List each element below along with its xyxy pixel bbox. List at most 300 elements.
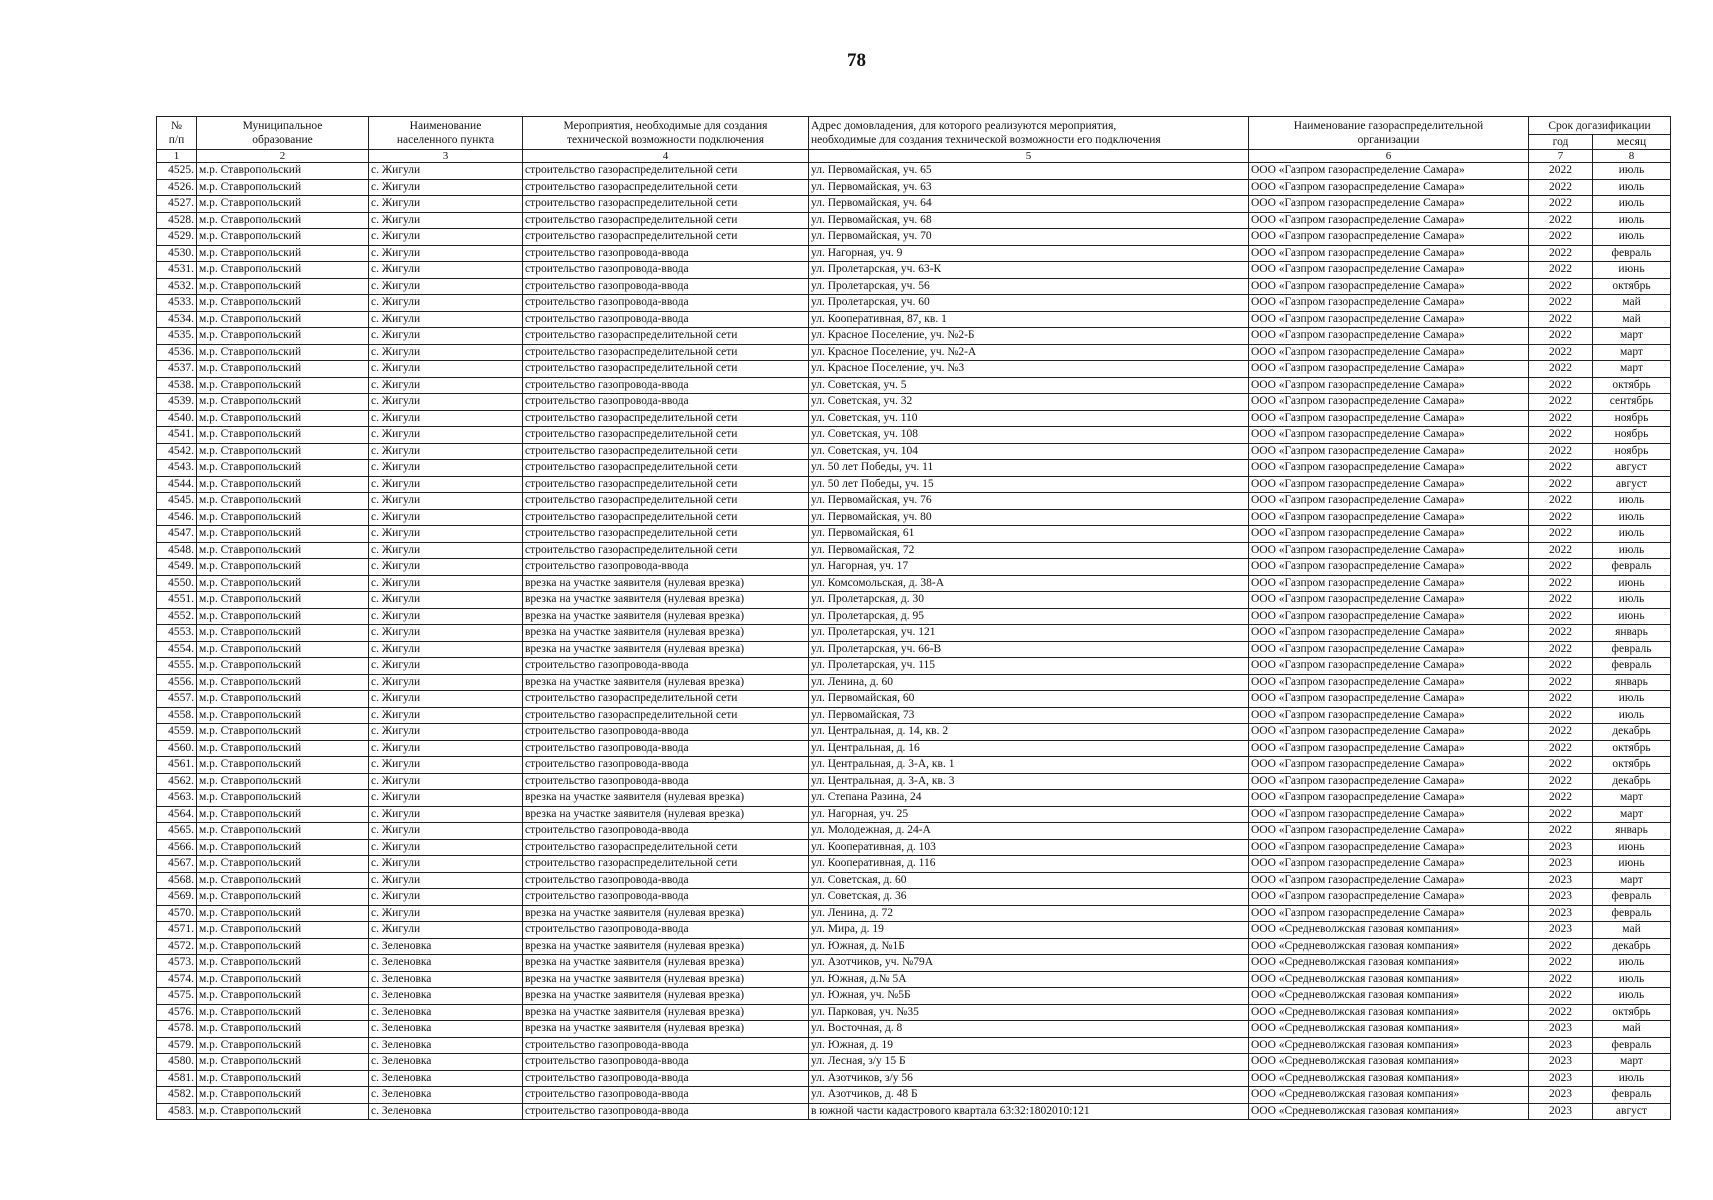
address-cell: в южной части кадастрового квартала 63:32:1802010:121 [809,1103,1249,1120]
table-row [157,872,1671,889]
municipality-cell: м.р. Ставропольский [197,1070,369,1087]
measure-cell: строительство газопровода-ввода [523,724,809,741]
month-cell: январь [1593,674,1671,691]
measure-cell: строительство газопровода-ввода [523,773,809,790]
address-cell: ул. Пролетарская, д. 30 [809,592,1249,609]
municipality-cell: м.р. Ставропольский [197,509,369,526]
row-number: 4534. [157,311,197,328]
measure-cell: строительство газораспределительной сети [523,427,809,444]
row-number: 4545. [157,493,197,510]
row-number: 4552. [157,608,197,625]
organization-cell: ООО «Газпром газораспределение Самара» [1249,377,1529,394]
settlement-cell: с. Жигули [369,295,523,312]
municipality-cell: м.р. Ставропольский [197,377,369,394]
municipality-cell: м.р. Ставропольский [197,823,369,840]
measure-cell: строительство газопровода-ввода [523,245,809,262]
organization-cell: ООО «Газпром газораспределение Самара» [1249,344,1529,361]
month-cell: февраль [1593,889,1671,906]
municipality-cell: м.р. Ставропольский [197,476,369,493]
municipality-cell: м.р. Ставропольский [197,427,369,444]
municipality-cell: м.р. Ставропольский [197,493,369,510]
row-number: 4553. [157,625,197,642]
row-number: 4542. [157,443,197,460]
row-number: 4572. [157,938,197,955]
municipality-cell: м.р. Ставропольский [197,295,369,312]
measure-cell: строительство газопровода-ввода [523,295,809,312]
year-cell: 2022 [1529,179,1593,196]
header-measures: Мероприятия, необходимые для создания технической возможности подключения [523,117,809,150]
settlement-cell: с. Зеленовка [369,1021,523,1038]
year-cell: 2022 [1529,493,1593,510]
month-cell: май [1593,922,1671,939]
row-number: 4556. [157,674,197,691]
row-number: 4530. [157,245,197,262]
organization-cell: ООО «Средневолжская газовая компания» [1249,922,1529,939]
organization-cell: ООО «Газпром газораспределение Самара» [1249,773,1529,790]
municipality-cell: м.р. Ставропольский [197,1021,369,1038]
measure-cell: строительство газопровода-ввода [523,1087,809,1104]
address-cell: ул. Нагорная, уч. 17 [809,559,1249,576]
column-number: 3 [369,150,523,163]
address-cell: ул. Молодежная, д. 24-А [809,823,1249,840]
row-number: 4559. [157,724,197,741]
measure-cell: врезка на участке заявителя (нулевая врезка) [523,790,809,807]
row-number: 4561. [157,757,197,774]
settlement-cell: с. Жигули [369,526,523,543]
municipality-cell: м.р. Ставропольский [197,526,369,543]
row-number: 4562. [157,773,197,790]
settlement-cell: с. Жигули [369,311,523,328]
settlement-cell: с. Жигули [369,163,523,180]
settlement-cell: с. Жигули [369,608,523,625]
table-row [157,889,1671,906]
address-cell: ул. Степана Разина, 24 [809,790,1249,807]
measure-cell: строительство газопровода-ввода [523,559,809,576]
table-row [157,790,1671,807]
table-row [157,773,1671,790]
organization-cell: ООО «Средневолжская газовая компания» [1249,1004,1529,1021]
address-cell: ул. Центральная, д. 3-А, кв. 3 [809,773,1249,790]
settlement-cell: с. Жигули [369,443,523,460]
month-cell: июнь [1593,856,1671,873]
organization-cell: ООО «Газпром газораспределение Самара» [1249,658,1529,675]
measure-cell: строительство газопровода-ввода [523,278,809,295]
year-cell: 2022 [1529,773,1593,790]
municipality-cell: м.р. Ставропольский [197,1037,369,1054]
organization-cell: ООО «Газпром газораспределение Самара» [1249,526,1529,543]
row-number: 4565. [157,823,197,840]
measure-cell: врезка на участке заявителя (нулевая врезка) [523,674,809,691]
month-cell: февраль [1593,1087,1671,1104]
year-cell: 2022 [1529,988,1593,1005]
month-cell: март [1593,328,1671,345]
measure-cell: строительство газораспределительной сети [523,493,809,510]
address-cell: ул. Первомайская, уч. 76 [809,493,1249,510]
municipality-cell: м.р. Ставропольский [197,311,369,328]
year-cell: 2022 [1529,427,1593,444]
year-cell: 2022 [1529,724,1593,741]
table-row [157,229,1671,246]
row-number: 4576. [157,1004,197,1021]
table-row [157,245,1671,262]
header-organization: Наименование газораспределительной организации [1249,117,1529,150]
address-cell: ул. Красное Поселение, уч. №3 [809,361,1249,378]
year-cell: 2022 [1529,278,1593,295]
address-cell: ул. Парковая, уч. №35 [809,1004,1249,1021]
year-cell: 2022 [1529,245,1593,262]
municipality-cell: м.р. Ставропольский [197,245,369,262]
address-cell: ул. Центральная, д. 14, кв. 2 [809,724,1249,741]
municipality-cell: м.р. Ставропольский [197,790,369,807]
municipality-cell: м.р. Ставропольский [197,806,369,823]
municipality-cell: м.р. Ставропольский [197,262,369,279]
settlement-cell: с. Зеленовка [369,1070,523,1087]
row-number: 4574. [157,971,197,988]
settlement-cell: с. Жигули [369,806,523,823]
municipality-cell: м.р. Ставропольский [197,196,369,213]
month-cell: январь [1593,625,1671,642]
month-cell: июль [1593,229,1671,246]
row-number: 4544. [157,476,197,493]
measure-cell: строительство газопровода-ввода [523,922,809,939]
municipality-cell: м.р. Ставропольский [197,740,369,757]
organization-cell: ООО «Газпром газораспределение Самара» [1249,311,1529,328]
address-cell: ул. Комсомольская, д. 38-А [809,575,1249,592]
municipality-cell: м.р. Ставропольский [197,773,369,790]
organization-cell: ООО «Газпром газораспределение Самара» [1249,443,1529,460]
address-cell: ул. Советская, д. 36 [809,889,1249,906]
row-number: 4564. [157,806,197,823]
table-row [157,625,1671,642]
table-row [157,740,1671,757]
address-cell: ул. Первомайская, 72 [809,542,1249,559]
column-numbers-row [157,150,1671,163]
table-row [157,1070,1671,1087]
header-settlement: Наименование населенного пункта [369,117,523,150]
organization-cell: ООО «Газпром газораспределение Самара» [1249,245,1529,262]
table-row [157,905,1671,922]
measure-cell: строительство газопровода-ввода [523,889,809,906]
row-number: 4578. [157,1021,197,1038]
organization-cell: ООО «Средневолжская газовая компания» [1249,988,1529,1005]
settlement-cell: с. Жигули [369,575,523,592]
settlement-cell: с. Жигули [369,707,523,724]
year-cell: 2022 [1529,938,1593,955]
municipality-cell: м.р. Ставропольский [197,856,369,873]
address-cell: ул. Первомайская, уч. 70 [809,229,1249,246]
table-row [157,724,1671,741]
organization-cell: ООО «Газпром газораспределение Самара» [1249,328,1529,345]
year-cell: 2022 [1529,608,1593,625]
address-cell: ул. Кооперативная, д. 116 [809,856,1249,873]
month-cell: февраль [1593,658,1671,675]
organization-cell: ООО «Газпром газораспределение Самара» [1249,625,1529,642]
row-number: 4543. [157,460,197,477]
address-cell: ул. Кооперативная, д. 103 [809,839,1249,856]
row-number: 4583. [157,1103,197,1120]
month-cell: июль [1593,592,1671,609]
row-number: 4566. [157,839,197,856]
month-cell: февраль [1593,641,1671,658]
municipality-cell: м.р. Ставропольский [197,592,369,609]
gasification-table [156,116,1671,1120]
organization-cell: ООО «Газпром газораспределение Самара» [1249,872,1529,889]
address-cell: ул. Пролетарская, уч. 115 [809,658,1249,675]
month-cell: июль [1593,509,1671,526]
year-cell: 2022 [1529,163,1593,180]
settlement-cell: с. Жигули [369,641,523,658]
year-cell: 2022 [1529,674,1593,691]
year-cell: 2022 [1529,509,1593,526]
row-number: 4533. [157,295,197,312]
table-row [157,542,1671,559]
municipality-cell: м.р. Ставропольский [197,575,369,592]
year-cell: 2022 [1529,196,1593,213]
year-cell: 2023 [1529,1087,1593,1104]
municipality-cell: м.р. Ставропольский [197,1004,369,1021]
address-cell: ул. Пролетарская, д. 95 [809,608,1249,625]
table-row [157,856,1671,873]
measure-cell: строительство газопровода-ввода [523,823,809,840]
organization-cell: ООО «Газпром газораспределение Самара» [1249,460,1529,477]
year-cell: 2022 [1529,443,1593,460]
year-cell: 2023 [1529,1103,1593,1120]
measure-cell: строительство газораспределительной сети [523,691,809,708]
year-cell: 2022 [1529,328,1593,345]
settlement-cell: с. Жигули [369,905,523,922]
year-cell: 2022 [1529,1004,1593,1021]
year-cell: 2022 [1529,740,1593,757]
settlement-cell: с. Жигули [369,889,523,906]
measure-cell: врезка на участке заявителя (нулевая врезка) [523,905,809,922]
year-cell: 2023 [1529,1021,1593,1038]
table-row [157,839,1671,856]
month-cell: октябрь [1593,757,1671,774]
address-cell: ул. Южная, д. №1Б [809,938,1249,955]
municipality-cell: м.р. Ставропольский [197,757,369,774]
settlement-cell: с. Жигули [369,542,523,559]
measure-cell: строительство газопровода-ввода [523,757,809,774]
year-cell: 2022 [1529,212,1593,229]
row-number: 4569. [157,889,197,906]
organization-cell: ООО «Газпром газораспределение Самара» [1249,724,1529,741]
settlement-cell: с. Жигули [369,245,523,262]
month-cell: март [1593,344,1671,361]
month-cell: май [1593,311,1671,328]
row-number: 4531. [157,262,197,279]
settlement-cell: с. Жигули [369,212,523,229]
month-cell: июль [1593,179,1671,196]
month-cell: ноябрь [1593,443,1671,460]
year-cell: 2022 [1529,295,1593,312]
organization-cell: ООО «Средневолжская газовая компания» [1249,938,1529,955]
address-cell: ул. Ленина, д. 72 [809,905,1249,922]
settlement-cell: с. Жигули [369,328,523,345]
month-cell: март [1593,1054,1671,1071]
year-cell: 2022 [1529,757,1593,774]
measure-cell: врезка на участке заявителя (нулевая врезка) [523,575,809,592]
column-number: 7 [1529,150,1593,163]
address-cell: ул. Первомайская, уч. 68 [809,212,1249,229]
settlement-cell: с. Зеленовка [369,971,523,988]
row-number: 4527. [157,196,197,213]
row-number: 4571. [157,922,197,939]
address-cell: ул. Пролетарская, уч. 56 [809,278,1249,295]
municipality-cell: м.р. Ставропольский [197,1054,369,1071]
address-cell: ул. Южная, д.№ 5А [809,971,1249,988]
measure-cell: строительство газопровода-ввода [523,1054,809,1071]
table-row [157,476,1671,493]
month-cell: июль [1593,526,1671,543]
settlement-cell: с. Жигули [369,493,523,510]
column-number: 4 [523,150,809,163]
municipality-cell: м.р. Ставропольский [197,542,369,559]
measure-cell: строительство газораспределительной сети [523,856,809,873]
municipality-cell: м.р. Ставропольский [197,641,369,658]
month-cell: декабрь [1593,938,1671,955]
table-row [157,163,1671,180]
row-number: 4526. [157,179,197,196]
measure-cell: строительство газораспределительной сети [523,542,809,559]
settlement-cell: с. Жигули [369,361,523,378]
table-row [157,955,1671,972]
month-cell: февраль [1593,1037,1671,1054]
year-cell: 2022 [1529,592,1593,609]
table-row [157,427,1671,444]
row-number: 4579. [157,1037,197,1054]
municipality-cell: м.р. Ставропольский [197,872,369,889]
municipality-cell: м.р. Ставропольский [197,707,369,724]
row-number: 4568. [157,872,197,889]
municipality-cell: м.р. Ставропольский [197,559,369,576]
municipality-cell: м.р. Ставропольский [197,938,369,955]
settlement-cell: с. Жигули [369,872,523,889]
table-row [157,311,1671,328]
settlement-cell: с. Жигули [369,229,523,246]
organization-cell: ООО «Газпром газораспределение Самара» [1249,905,1529,922]
table-row [157,212,1671,229]
address-cell: ул. Южная, д. 19 [809,1037,1249,1054]
measure-cell: строительство газопровода-ввода [523,740,809,757]
organization-cell: ООО «Газпром газораспределение Самара» [1249,262,1529,279]
row-number: 4581. [157,1070,197,1087]
table-row [157,344,1671,361]
table-row [157,592,1671,609]
table-row [157,377,1671,394]
measure-cell: строительство газораспределительной сети [523,509,809,526]
year-cell: 2023 [1529,1037,1593,1054]
table-row [157,608,1671,625]
organization-cell: ООО «Средневолжская газовая компания» [1249,1037,1529,1054]
year-cell: 2022 [1529,361,1593,378]
address-cell: ул. Азотчиков, уч. №79А [809,955,1249,972]
year-cell: 2022 [1529,955,1593,972]
year-cell: 2022 [1529,806,1593,823]
row-number: 4570. [157,905,197,922]
municipality-cell: м.р. Ставропольский [197,212,369,229]
measure-cell: строительство газораспределительной сети [523,410,809,427]
row-number: 4580. [157,1054,197,1071]
measure-cell: врезка на участке заявителя (нулевая врезка) [523,1021,809,1038]
year-cell: 2022 [1529,476,1593,493]
address-cell: ул. Первомайская, уч. 65 [809,163,1249,180]
month-cell: март [1593,872,1671,889]
organization-cell: ООО «Газпром газораспределение Самара» [1249,592,1529,609]
municipality-cell: м.р. Ставропольский [197,971,369,988]
year-cell: 2022 [1529,460,1593,477]
year-cell: 2022 [1529,311,1593,328]
year-cell: 2023 [1529,1054,1593,1071]
measure-cell: врезка на участке заявителя (нулевая врезка) [523,641,809,658]
row-number: 4557. [157,691,197,708]
settlement-cell: с. Жигули [369,674,523,691]
organization-cell: ООО «Газпром газораспределение Самара» [1249,559,1529,576]
municipality-cell: м.р. Ставропольский [197,410,369,427]
year-cell: 2022 [1529,823,1593,840]
municipality-cell: м.р. Ставропольский [197,955,369,972]
settlement-cell: с. Жигули [369,856,523,873]
address-cell: ул. Пролетарская, уч. 66-В [809,641,1249,658]
table-row [157,1054,1671,1071]
municipality-cell: м.р. Ставропольский [197,278,369,295]
month-cell: июль [1593,707,1671,724]
address-cell: ул. Первомайская, 73 [809,707,1249,724]
municipality-cell: м.р. Ставропольский [197,691,369,708]
organization-cell: ООО «Газпром газораспределение Самара» [1249,278,1529,295]
table-row [157,361,1671,378]
organization-cell: ООО «Газпром газораспределение Самара» [1249,229,1529,246]
row-number: 4532. [157,278,197,295]
row-number: 4529. [157,229,197,246]
municipality-cell: м.р. Ставропольский [197,163,369,180]
measure-cell: врезка на участке заявителя (нулевая врезка) [523,1004,809,1021]
column-number: 6 [1249,150,1529,163]
row-number: 4538. [157,377,197,394]
organization-cell: ООО «Газпром газораспределение Самара» [1249,212,1529,229]
column-number: 1 [157,150,197,163]
year-cell: 2023 [1529,839,1593,856]
row-number: 4537. [157,361,197,378]
measure-cell: строительство газопровода-ввода [523,394,809,411]
month-cell: август [1593,460,1671,477]
table-row [157,179,1671,196]
table-row [157,410,1671,427]
organization-cell: ООО «Газпром газораспределение Самара» [1249,889,1529,906]
municipality-cell: м.р. Ставропольский [197,608,369,625]
measure-cell: строительство газораспределительной сети [523,344,809,361]
table-header [157,117,1671,163]
municipality-cell: м.р. Ставропольский [197,229,369,246]
month-cell: май [1593,295,1671,312]
organization-cell: ООО «Газпром газораспределение Самара» [1249,839,1529,856]
column-number: 8 [1593,150,1671,163]
year-cell: 2022 [1529,526,1593,543]
table-row [157,757,1671,774]
measure-cell: строительство газораспределительной сети [523,361,809,378]
table-row [157,658,1671,675]
table-row [157,278,1671,295]
header-year: год [1529,135,1593,150]
table-row [157,707,1671,724]
address-cell: ул. Азотчиков, д. 48 Б [809,1087,1249,1104]
month-cell: июль [1593,971,1671,988]
table-row [157,691,1671,708]
measure-cell: врезка на участке заявителя (нулевая врезка) [523,608,809,625]
month-cell: май [1593,1021,1671,1038]
municipality-cell: м.р. Ставропольский [197,1087,369,1104]
month-cell: сентябрь [1593,394,1671,411]
settlement-cell: с. Жигули [369,740,523,757]
